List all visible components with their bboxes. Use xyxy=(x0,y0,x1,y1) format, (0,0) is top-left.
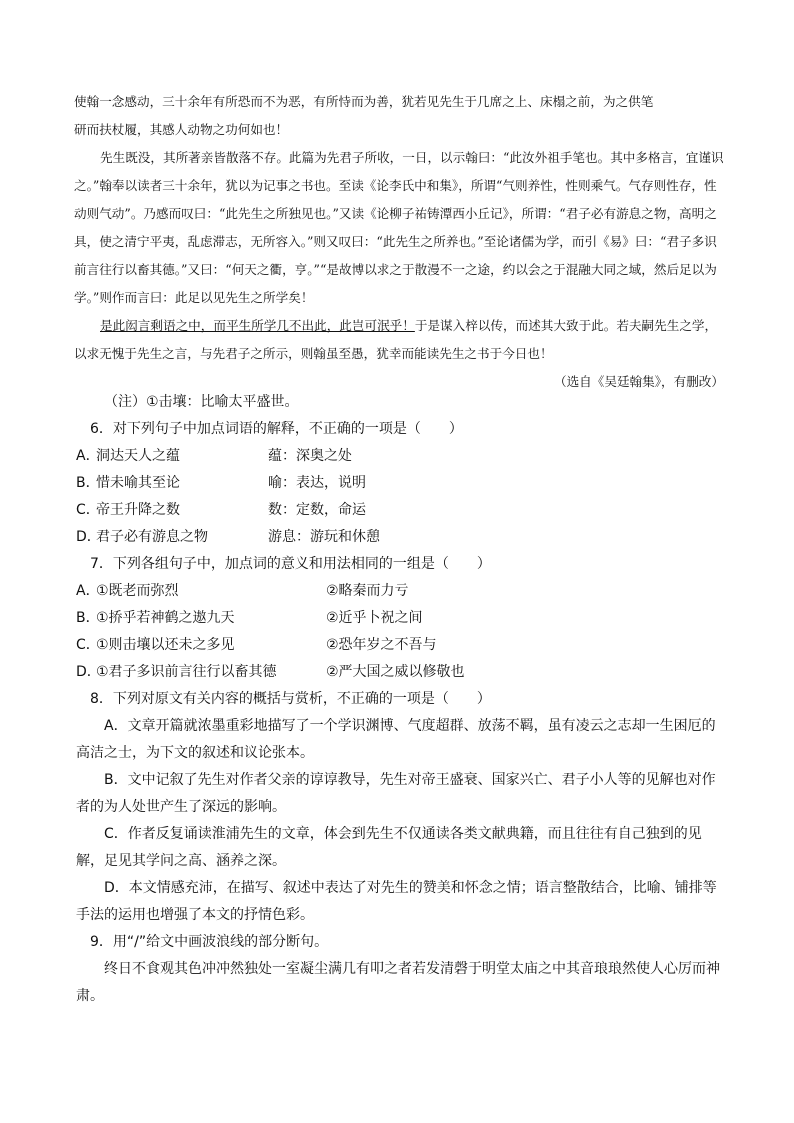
q7-option-sentence-2: ②恐年岁之不吾与 xyxy=(326,637,437,653)
q7-option-sentence-1: ①君子多识前言往行以畜其德 xyxy=(96,664,277,680)
q7-option-sentence-2: ②近乎卜祝之间 xyxy=(326,610,423,626)
q6-option-text: 君子必有游息之物 xyxy=(96,529,208,545)
q7-option-b xyxy=(76,605,728,632)
q6-option-text: 洞达天人之蕴 xyxy=(96,448,180,464)
q7-option-label: D． xyxy=(76,664,101,680)
q7-option-c xyxy=(76,632,728,659)
q6-option-text: 帝王升降之数 xyxy=(96,502,180,518)
q6-option-d xyxy=(76,524,728,551)
passage-p3 xyxy=(74,312,724,368)
q6-option-gloss: 游息：游玩和休憩 xyxy=(268,529,380,545)
q6-option-gloss: 数：定数，命运 xyxy=(268,502,366,518)
q8-option-c: C．作者反复诵读淮浦先生的文章，体会到先生不仅通读各类文献典籍，而且往往有自己独到的见解，足见其学问之高、涵养之深。 xyxy=(76,826,702,869)
wavy-underlined-sentence: 是此闳言剩语之中，而平生所学几不出此，此岂可泯乎！ xyxy=(100,318,415,333)
q8-option-b: B．文中记叙了先生对作者父亲的谆谆教导，先生对帝王盛衰、国家兴亡、君子小人等的见解也对作者的为人处世产生了深远的影响。 xyxy=(76,772,716,815)
q8-option-a: A．文章开篇就浓墨重彩地描写了一个学识渊博、气度超群、放荡不羁，虽有凌云之志却一生困厄的高洁之士，为下文的叙述和议论张本。 xyxy=(76,718,716,761)
q9-text: 终日不食观其色冲冲然独处一室凝尘满几有叩之者若发清磬于明堂太庙之中其音琅琅然使人心厉而神肃。 xyxy=(76,961,720,1004)
q7-option-sentence-2: ②严大国之威以修敬也 xyxy=(326,664,465,680)
q6-option-label: C． xyxy=(76,502,100,518)
q6-option-gloss: 喻：表达，说明 xyxy=(268,475,366,491)
q7-option-label: C． xyxy=(76,637,100,653)
passage-p2: 先生既没，其所著亲皆散落不存。此篇为先君子所收，一日，以示翰曰：“此汝外祖手笔也。其中多格言，宜谨识之。”翰奉以读者三十余年，犹以为记事之书也。至读《论李氏中和集》，所谓“气则养性，性则乘气。气存则性存，性动则气动”。乃感而叹曰：“此先生之所独见也。”又读《论柳子祐铸潭西小丘记》，所谓：“君子必有游息之物，高明之具，使之清宁平夷，乱虑滞志，无所容入。”则又叹曰：“此先生之所养也。”至论诸儒为学，而引《易》曰：“君子多识前言往行以畜其德。”又曰：“何天之衢，亨。”“是故博以求之于散漫不一之途，约以会之于混融大同之域，然后足以为学。”则作而言曰：此足以见先生之所学矣！ xyxy=(74,150,724,305)
passage-p3-rest: 于是谋入梓以传，而述其大致于此。若夫嗣先生之学，以求无愧于先生之言，与先君子之所示，则翰虽至愚，犹幸而能读先生之书于今日也！ xyxy=(74,318,718,361)
q6-option-text: 惜未喻其至论 xyxy=(96,475,180,491)
q8-stem: 8．下列对原文有关内容的概括与赏析，不正确的一项是（ ） xyxy=(90,691,491,707)
q7-option-sentence-1: ①则击壤以还未之多见 xyxy=(96,637,235,653)
q7-option-sentence-1: ①挢乎若神鹤之遨九天 xyxy=(96,610,235,626)
q7-option-a xyxy=(76,578,728,605)
q8-option-d: D．本文情感充沛，在描写、叙述中表达了对先生的赞美和怀念之情；语言整散结合，比喻、铺排等手法的运用也增强了本文的抒情色彩。 xyxy=(76,880,717,923)
q6-option-gloss: 蕴：深奥之处 xyxy=(268,448,352,464)
q7-option-label: A． xyxy=(76,583,100,599)
passage-source: （选自《吴廷翰集》，有删改） xyxy=(553,374,724,389)
classical-passage xyxy=(74,88,724,396)
q6-option-label: A． xyxy=(76,448,100,464)
q6-option-a xyxy=(76,443,728,470)
q6-option-label: B． xyxy=(76,475,100,491)
passage-p1-line2: 研而扶杖履，其感人动物之功何如也！ xyxy=(74,122,289,137)
annotation-note: （注）①击壤：比喻太平盛世。 xyxy=(104,394,299,410)
q6-stem: 6．对下列句子中加点词语的解释，不正确的一项是（ ） xyxy=(90,421,463,437)
questions xyxy=(76,389,728,1010)
q7-stem: 7．下列各组句子中，加点词的意义和用法相同的一组是（ ） xyxy=(90,556,491,572)
q6-option-b xyxy=(76,470,728,497)
q6-option-c xyxy=(76,497,728,524)
q7-option-sentence-2: ②略秦而力亏 xyxy=(326,583,409,599)
q6-option-label: D． xyxy=(76,529,101,545)
passage-p1-line1: 使翰一念感动，三十余年有所恐而不为恶，有所恃而为善，犹若见先生于几席之上、床榻之前，为之供笔 xyxy=(74,94,654,109)
q7-option-label: B． xyxy=(76,610,100,626)
q9-stem: 9．用“/”给文中画波浪线的部分断句。 xyxy=(90,934,329,950)
q7-option-d xyxy=(76,659,728,686)
q7-option-sentence-1: ①既老而弥烈 xyxy=(96,583,179,599)
